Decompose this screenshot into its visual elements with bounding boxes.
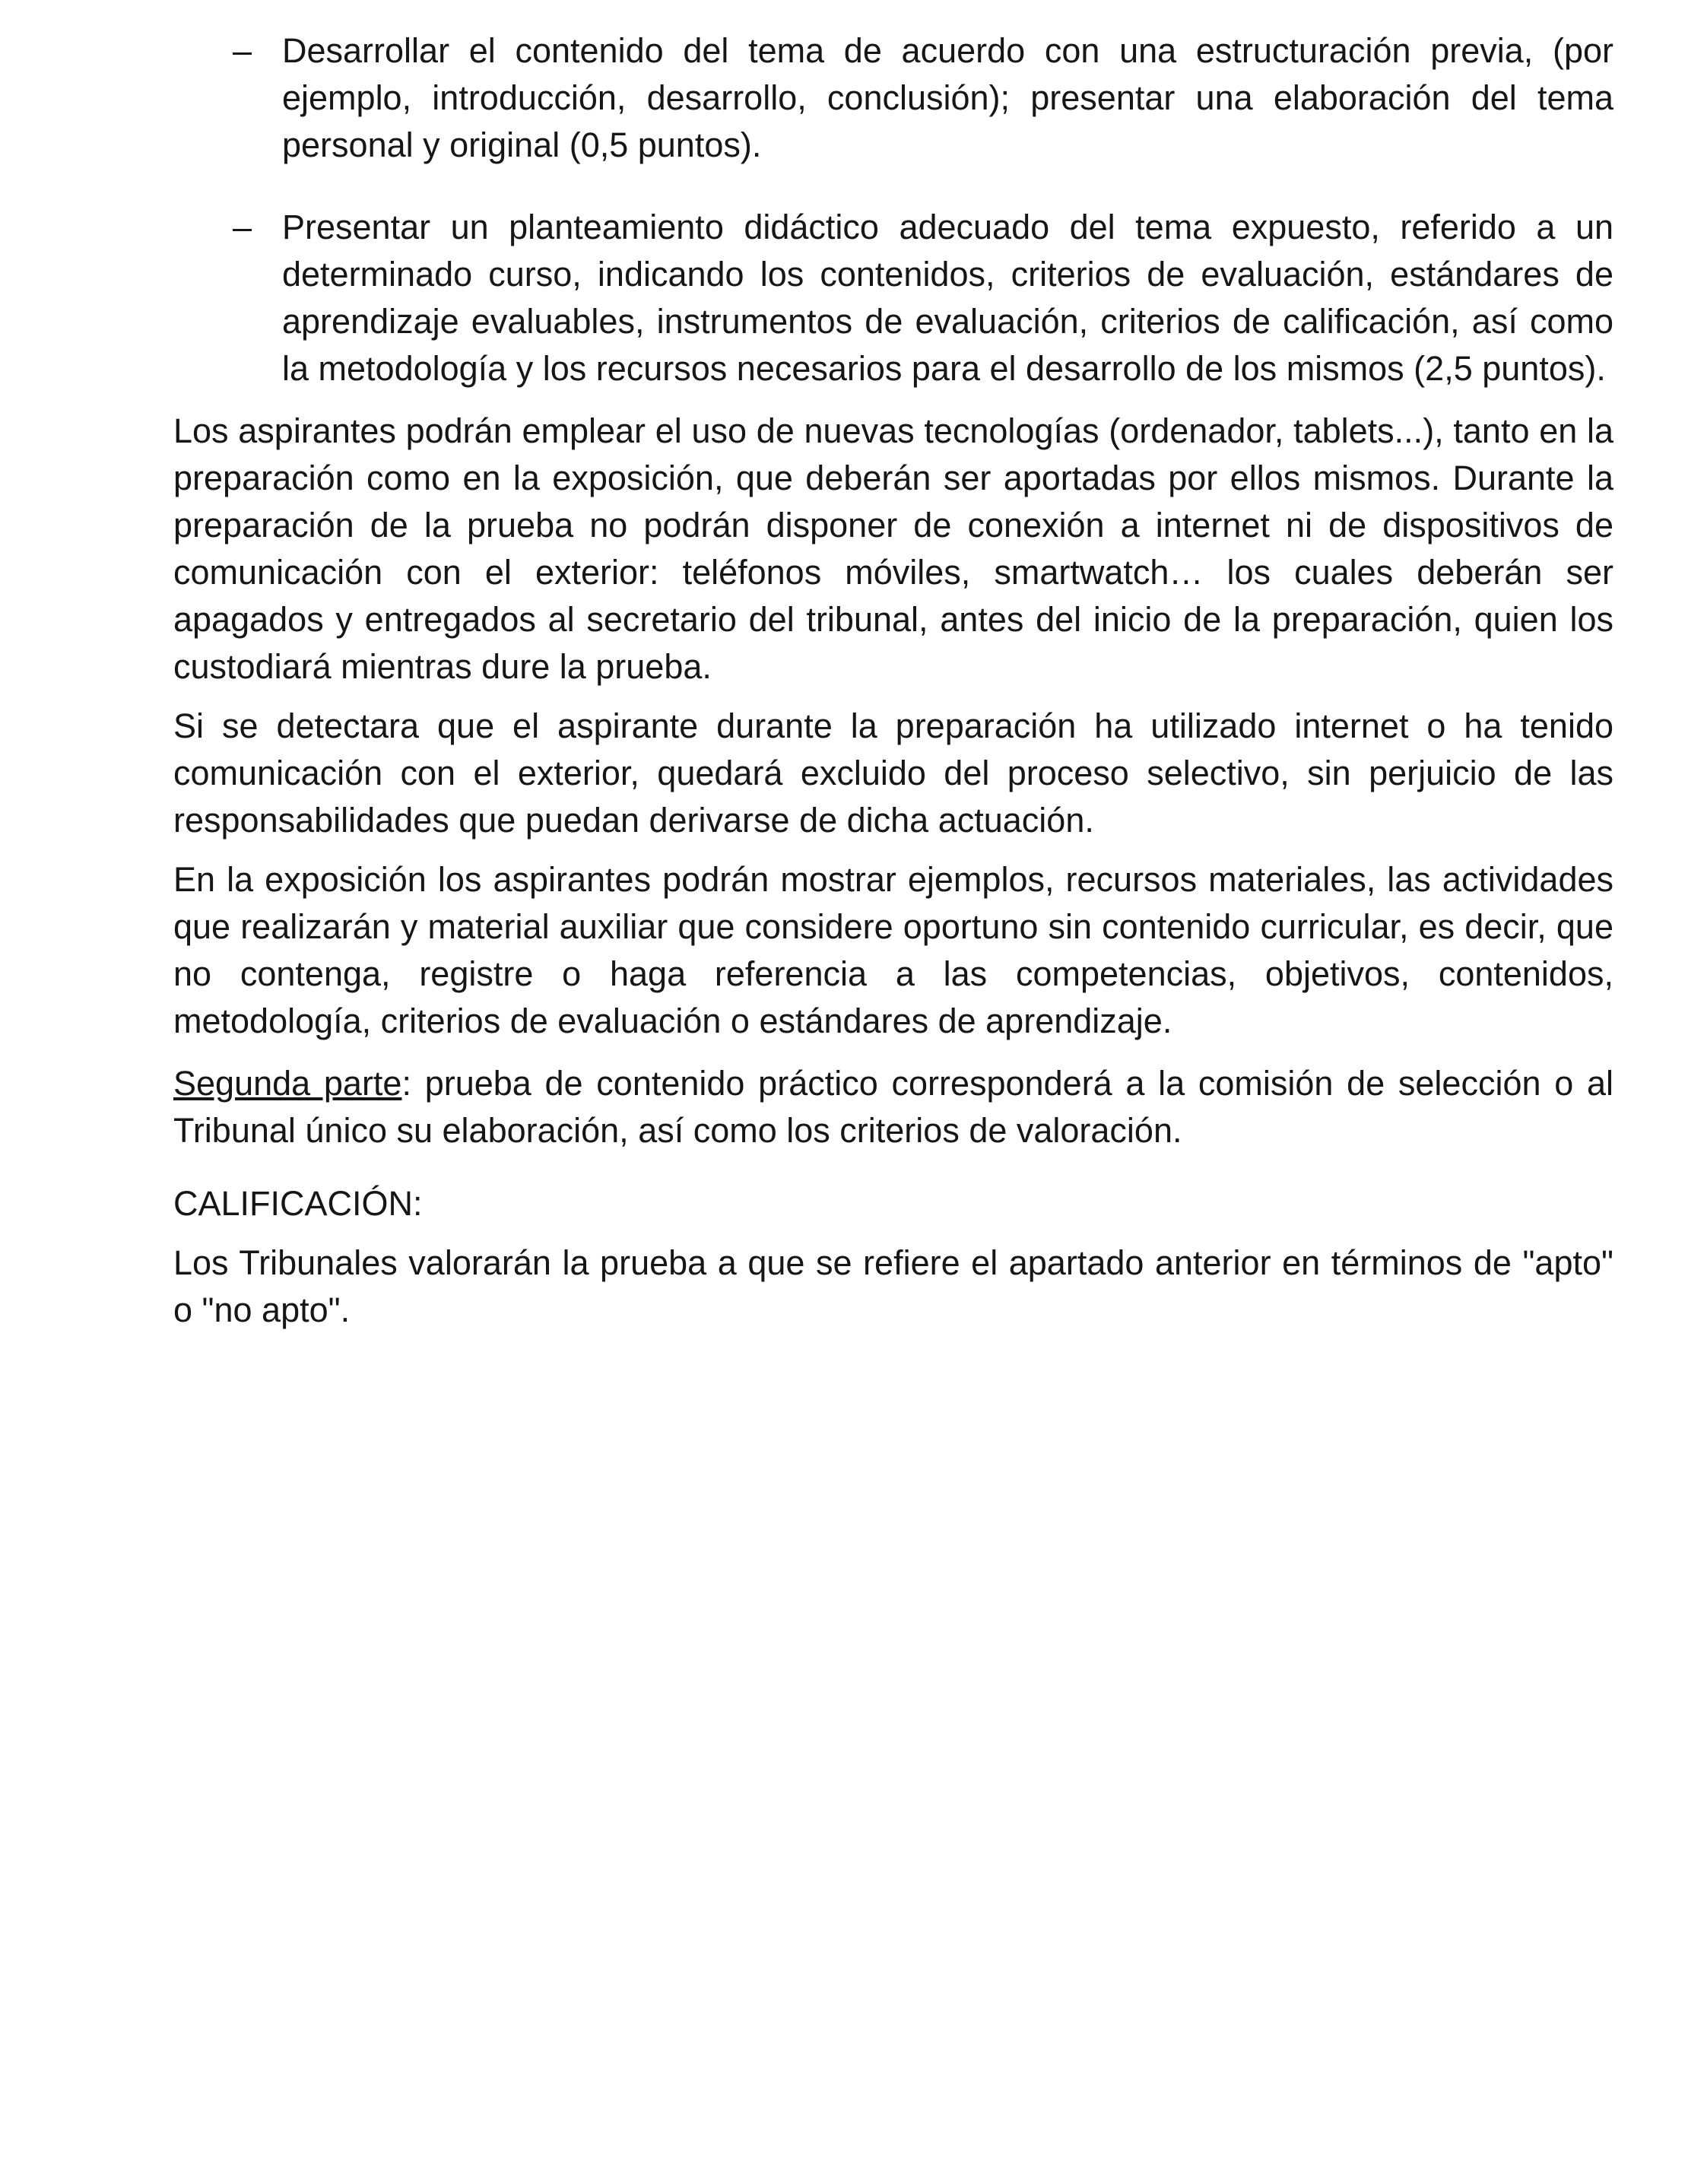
bullet-list	[173, 27, 1613, 392]
bullet-dash-icon: –	[233, 208, 252, 246]
paragraph-tribunales: Los Tribunales valorarán la prueba a que se refiere el apartado anterior en términos de "apto" o "no apto".	[173, 1243, 1613, 1329]
paragraph-segunda-parte	[173, 1060, 1613, 1154]
bullet-dash-icon: –	[233, 31, 252, 70]
bullet-item-text: Desarrollar el contenido del tema de acuerdo con una estructuración previa, (por ejemplo, introducción, desarrollo, conclusión); presentar una elaboración del tema personal y original (0,5 puntos).	[282, 31, 1613, 164]
paragraph-exclusion: Si se detectara que el aspirante durante la preparación ha utilizado internet o ha tenido comunicación con el exterior, quedará excluido del proceso selectivo, sin perjuicio de las responsabilidades que puedan derivarse de dicha actuación.	[173, 706, 1613, 840]
bullet-item-desarrollar	[173, 27, 1613, 169]
paragraph-exposicion: En la exposición los aspirantes podrán mostrar ejemplos, recursos materiales, las actividades que realizarán y material auxiliar que considere oportuno sin contenido curricular, es decir, que no contenga, registre o haga referencia a las competencias, objetivos, contenidos, metodología, criterios de evaluación o estándares de aprendizaje.	[173, 860, 1613, 1040]
bullet-item-text: Presentar un planteamiento didáctico adecuado del tema expuesto, referido a un determinado curso, indicando los contenidos, criterios de evaluación, estándares de aprendizaje evaluables, instrumentos de evaluación, criterios de calificación, así como la metodología y los recursos necesarios para el desarrollo de los mismos (2,5 puntos).	[282, 208, 1613, 388]
segunda-parte-label: Segunda parte	[173, 1064, 402, 1103]
document-body	[173, 27, 1613, 1334]
paragraph-nuevas-tecnologias: Los aspirantes podrán emplear el uso de nuevas tecnologías (ordenador, tablets...), tanto en la preparación como en la exposición, que deberán ser aportadas por ellos mismos. Durante la preparación de la prueba no podrán disponer de conexión a internet ni de dispositivos de comunicación con el exterior: teléfonos móviles, smartwatch… los cuales deberán ser apagados y entregados al secretario del tribunal, antes del inicio de la preparación, quien los custodiará mientras dure la prueba.	[173, 411, 1613, 686]
segunda-parte-text: : prueba de contenido práctico corresponderá a la comisión de selección o al Tribunal único su elaboración, así como los criterios de valoración.	[173, 1064, 1613, 1150]
calificacion-heading: CALIFICACIÓN:	[173, 1184, 423, 1223]
bullet-item-presentar	[173, 204, 1613, 392]
